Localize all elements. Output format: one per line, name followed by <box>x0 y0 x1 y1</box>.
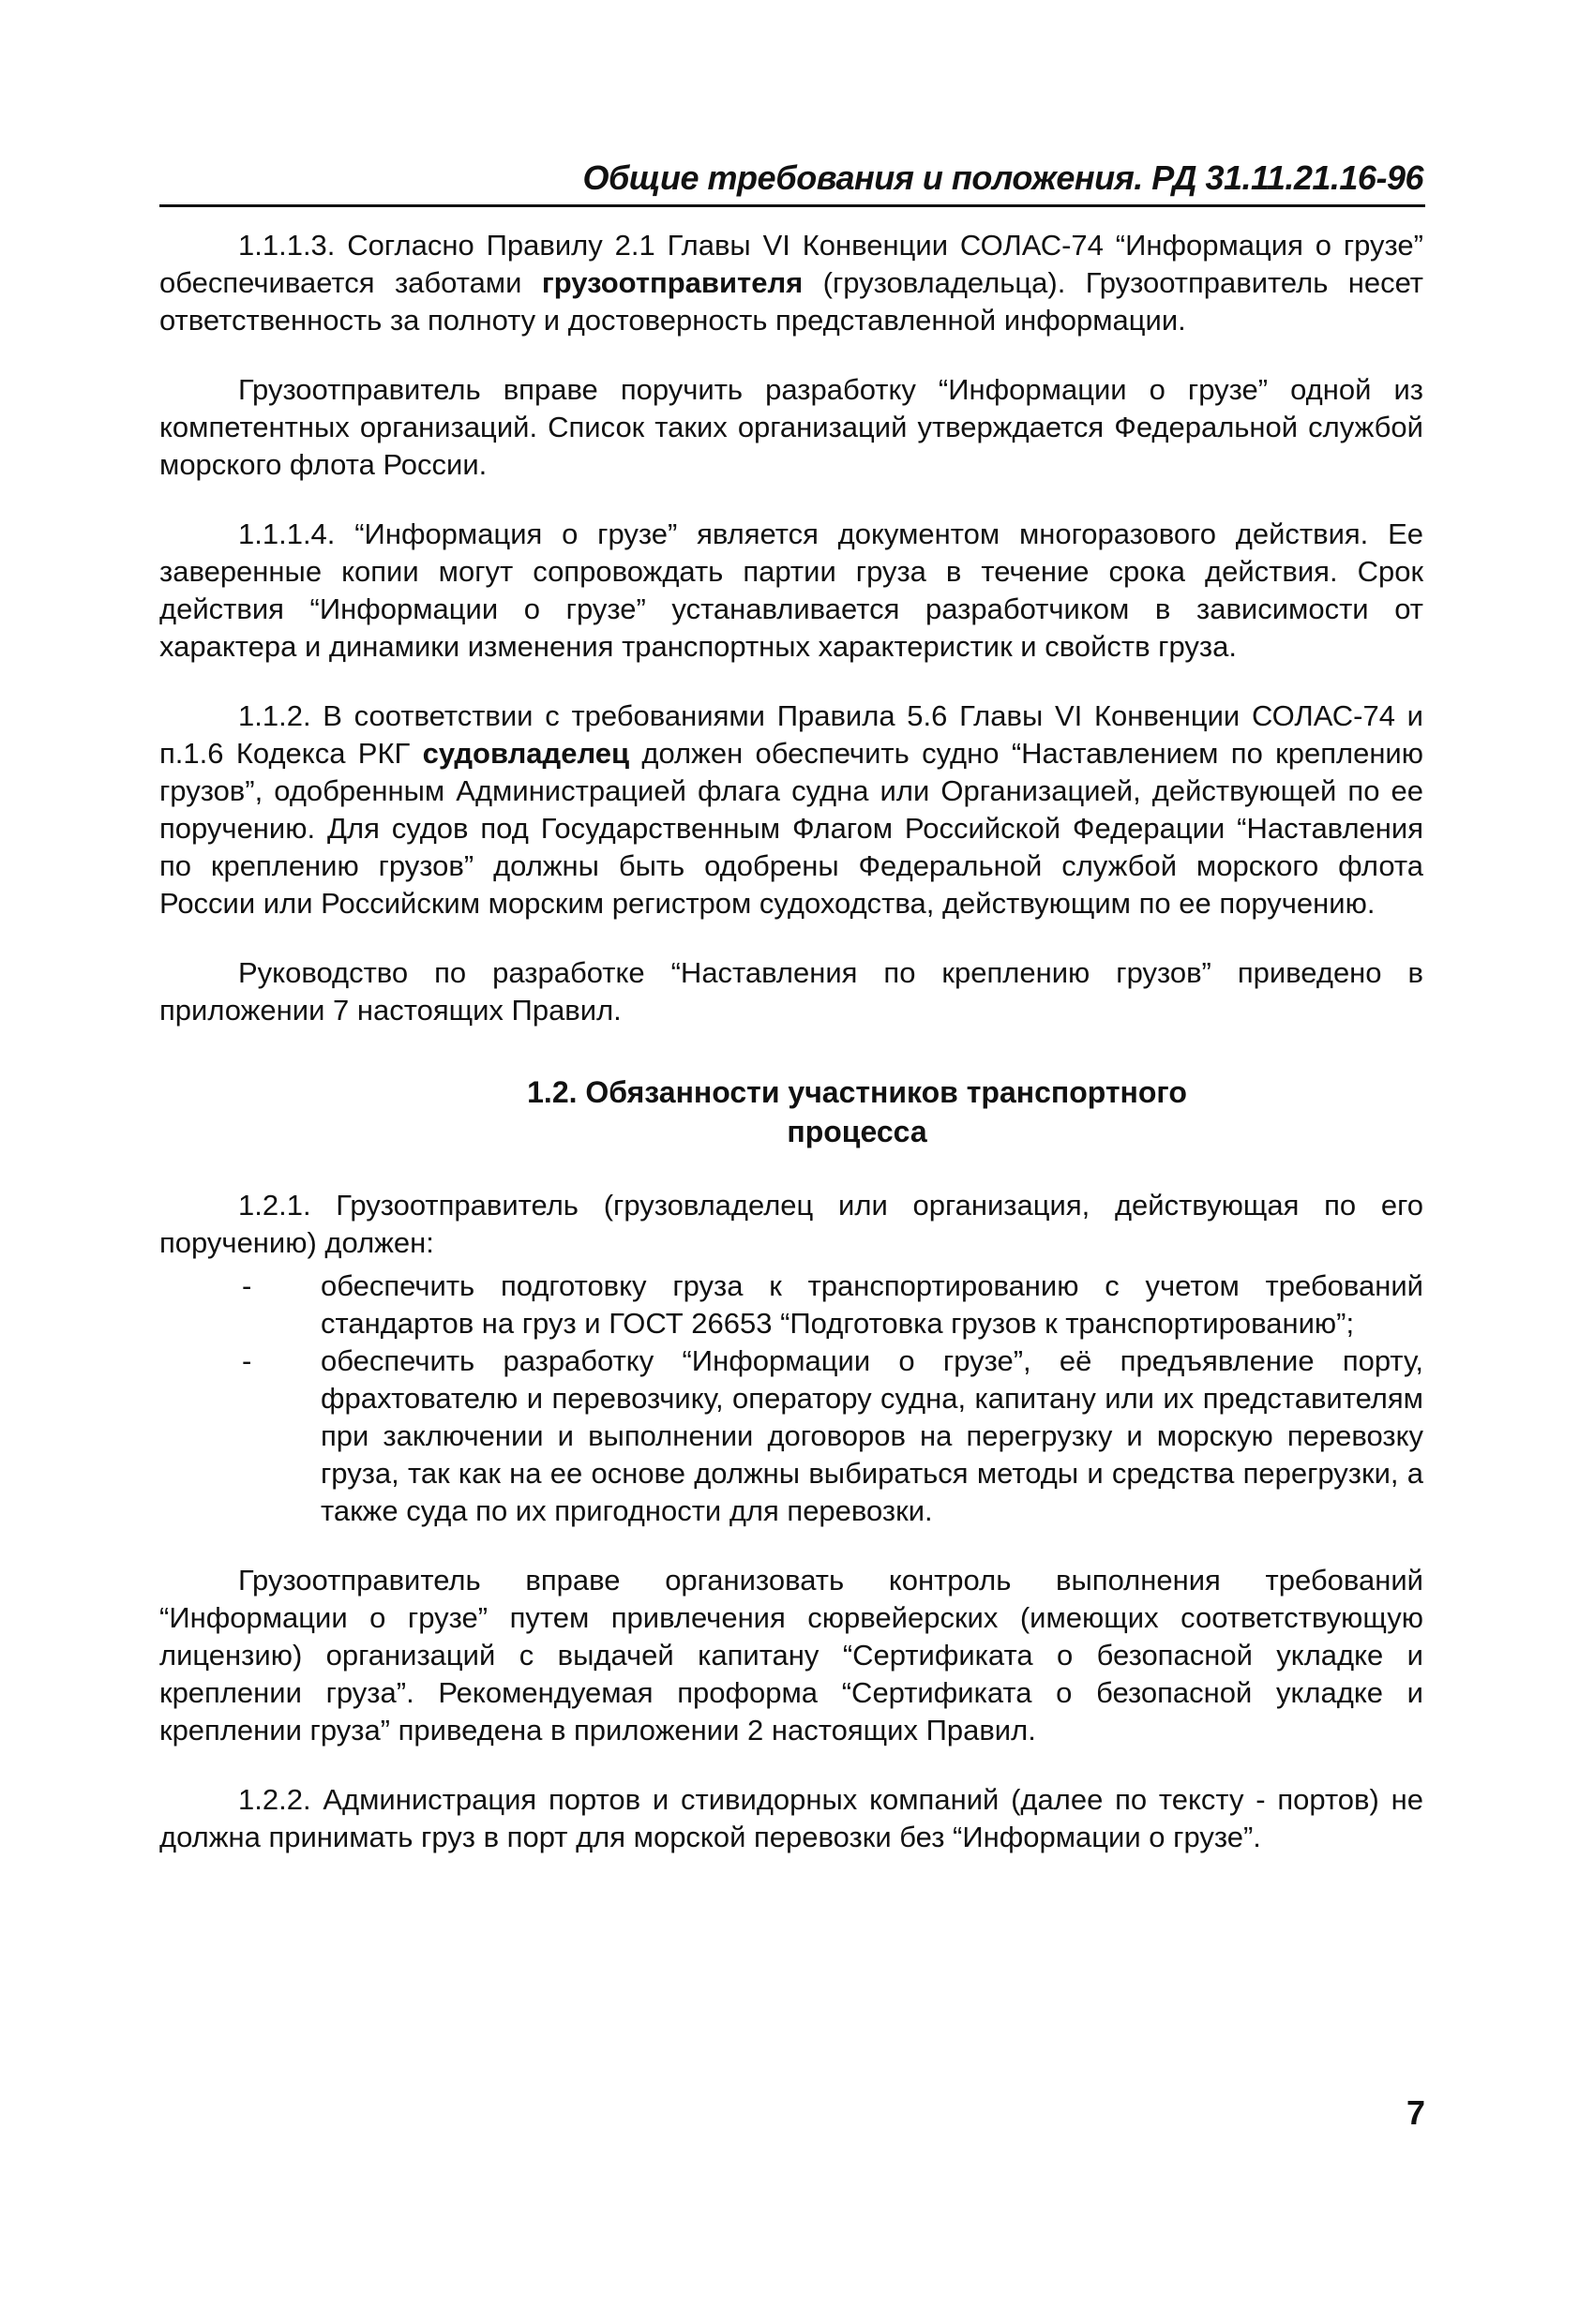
list-dash-marker: - <box>242 1269 252 1302</box>
section-heading-1-2 <box>159 1072 1423 1151</box>
page-number: 7 <box>1406 2093 1425 2132</box>
list-item-text: обеспечить разработку “Информации о грузе”, её предъявление порту, фрахтователю и перевозчику, оператору судна, капитану или их представителям при заключении и выполнении договоров на перегрузку и морскую перевозку груза, так как на ее основе должны выбираться методы и средства перегрузки, а также суда по их пригодности для перевозки. <box>321 1344 1423 1527</box>
paragraph-1-2-1: 1.2.1. Грузоотправитель (грузовладелец или организация, действующая по его поручению) должен: <box>159 1189 1423 1259</box>
paragraph-1-1-2 <box>159 697 1423 922</box>
paragraph-text: 1.1.2. В соответствии с требованиями Правила 5.6 Главы VI Конвенции СОЛАС-74 и п.1.6 Кодекса РКГ <box>159 699 1423 770</box>
paragraph-text: (грузовладельца). Грузоотправитель несет ответственность за полноту и достоверность представленной информации. <box>159 266 1424 337</box>
paragraph-shipper-right: Грузоотправитель вправе поручить разработку “Информации о грузе” одной из компетентных организаций. Список таких организаций утверждается Федеральной службой морского флота России. <box>159 373 1423 481</box>
paragraph-1-1-1-3 <box>159 227 1423 339</box>
running-header: Общие требования и положения. РД 31.11.21.16-96 <box>582 158 1423 197</box>
list-item <box>159 1267 1423 1342</box>
page-body <box>159 227 1423 1856</box>
paragraph-text: 1.1.1.3. Согласно Правилу 2.1 Главы VI Конвенции СОЛАС-74 “Информация о грузе” обеспечивается заботами <box>159 229 1423 299</box>
list-item-text: обеспечить подготовку груза к транспортированию с учетом требований стандартов на груз и ГОСТ 26653 “Подготовка грузов к транспортированию”; <box>321 1269 1423 1340</box>
paragraph-text: должен обеспечить судно “Наставлением по креплению грузов”, одобренным Администрацией флага судна или Организацией, действующей по ее поручению. Для судов под Государственным Флагом Российской Федерации “Наставления по креплению грузов” должны быть одобрены Федеральной службой морского флота России или Российским морским регистром судоходства, действующим по ее поручению. <box>159 737 1423 920</box>
header-rule <box>159 204 1425 207</box>
list-dash-marker: - <box>242 1344 252 1377</box>
duties-list <box>159 1267 1423 1530</box>
paragraph-control-right: Грузоотправитель вправе организовать контроль выполнения требований “Информации о грузе” путем привлечения сюрвейерских (имеющих соответствующую лицензию) организаций с выдачей капитану “Сертификата о безопасной укладке и креплении груза”. Рекомендуемая проформа “Сертификата о безопасной укладке и креплении груза” приведена в приложении 2 настоящих Правил. <box>159 1564 1423 1747</box>
section-heading-line-1: 1.2. Обязанности участников транспортного <box>527 1075 1187 1109</box>
paragraph-guide-reference: Руководство по разработке “Наставления по креплению грузов” приведено в приложении 7 настоящих Правил. <box>159 956 1423 1027</box>
paragraph-1-2-2: 1.2.2. Администрация портов и стивидорных компаний (далее по тексту - портов) не должна принимать груз в порт для морской перевозки без “Информации о грузе”. <box>159 1783 1423 1853</box>
paragraph-1-1-1-4: 1.1.1.4. “Информация о грузе” является документом многоразового действия. Ее заверенные копии могут сопровождать партии груза в течение срока действия. Срок действия “Информации о грузе” устанавливается разработчиком в зависимости от характера и динамики изменения транспортных характеристик и свойств груза. <box>159 517 1423 663</box>
section-heading-line-2: процесса <box>787 1115 927 1148</box>
list-item <box>159 1342 1423 1530</box>
bold-term-shipowner: судовладелец <box>422 737 630 770</box>
bold-term-shipper: грузоотправителя <box>541 266 804 299</box>
